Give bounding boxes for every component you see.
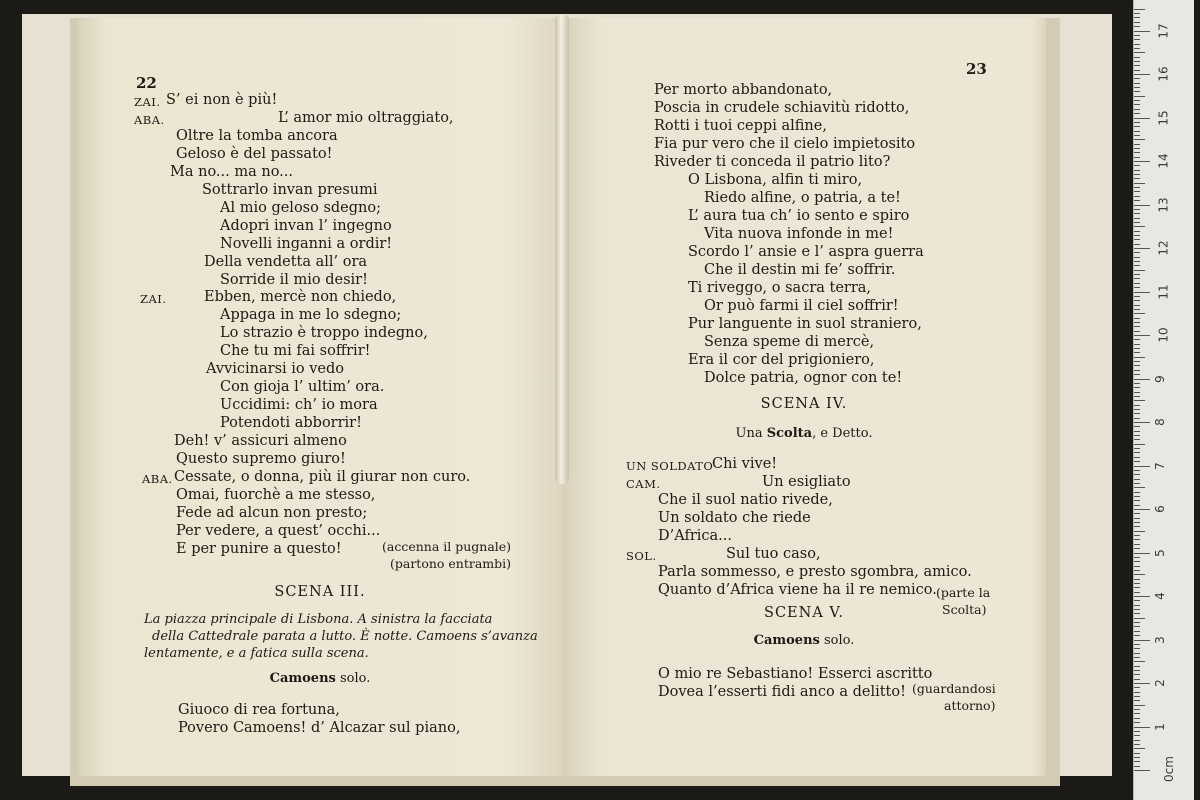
ruler-tick	[1134, 383, 1140, 384]
ruler-tick	[1134, 622, 1140, 623]
ruler-tick	[1134, 592, 1140, 593]
verse-line: Povero Camoens! d’ Alcazar sul piano,	[178, 720, 461, 736]
ruler-tick	[1134, 539, 1140, 540]
verse-line: Potendoti abborrir!	[220, 415, 362, 431]
ruler-tick	[1134, 91, 1140, 92]
verse-line: Quanto d’Africa viene ha il re nemico.	[658, 582, 937, 598]
ruler-tick	[1134, 526, 1140, 527]
character-suffix: solo.	[340, 671, 371, 686]
ruler-tick	[1134, 239, 1140, 240]
verse-line: Che il suol natio rivede,	[658, 492, 833, 508]
ruler-tick	[1134, 335, 1150, 336]
character-name: Camoens	[269, 671, 336, 686]
verse-line: Che il destin mi fe’ soffrir.	[704, 262, 896, 278]
ruler-tick	[1134, 635, 1140, 636]
ruler-tick	[1134, 96, 1145, 97]
ruler-tick	[1134, 35, 1140, 36]
ruler-tick	[1134, 770, 1150, 771]
verse-line: Ti riveggo, o sacra terra,	[688, 280, 872, 296]
ruler-tick	[1134, 600, 1140, 601]
ruler-tick	[1134, 579, 1140, 580]
ruler-tick	[1134, 87, 1140, 88]
ruler-tick	[1134, 78, 1140, 79]
ruler-tick	[1134, 400, 1145, 401]
ruler-tick	[1134, 244, 1140, 245]
ruler-tick	[1134, 766, 1140, 767]
ruler-tick	[1134, 131, 1140, 132]
ruler-tick	[1134, 653, 1140, 654]
verse-line: Sorride il mio desir!	[220, 272, 368, 288]
ruler-tick	[1134, 748, 1145, 749]
ruler-number: 1	[1152, 722, 1167, 731]
ruler-tick	[1134, 518, 1140, 519]
ruler-tick	[1134, 466, 1150, 467]
ruler-tick	[1134, 287, 1140, 288]
verse-line: Or può farmi il ciel soffrir!	[704, 298, 899, 314]
ruler-tick	[1134, 744, 1140, 745]
verse-line: E per punire a questo!	[176, 541, 342, 557]
ruler-tick	[1134, 265, 1140, 266]
ruler-tick	[1134, 757, 1140, 758]
ruler-tick	[1134, 496, 1140, 497]
ruler-tick	[1134, 278, 1140, 279]
ruler-tick	[1134, 509, 1150, 510]
ruler-tick	[1134, 696, 1140, 697]
character-name: Camoens	[753, 633, 820, 648]
ruler-tick	[1134, 209, 1140, 210]
ruler-tick	[1134, 157, 1140, 158]
ruler-tick	[1134, 139, 1145, 140]
ruler-number: 10	[1156, 327, 1171, 343]
ruler-tick	[1134, 48, 1140, 49]
ruler-tick	[1134, 148, 1140, 149]
verse-line: Rotti i tuoi ceppi alfine,	[654, 118, 827, 134]
speaker-label: ABA.	[142, 472, 173, 486]
ruler-tick	[1134, 722, 1140, 723]
ruler-tick	[1134, 361, 1140, 362]
ruler-tick	[1134, 218, 1140, 219]
ruler-tick	[1134, 70, 1140, 71]
verse-line: Questo supremo giuro!	[176, 451, 346, 467]
measurement-ruler	[1133, 0, 1194, 800]
ruler-number: 17	[1156, 22, 1171, 39]
ruler-tick	[1134, 170, 1140, 171]
book-spine-gutter	[555, 14, 569, 484]
verse-line: O mio re Sebastiano! Esserci ascritto	[658, 666, 933, 682]
verse-line: Riveder ti conceda il patrio lito?	[654, 154, 891, 170]
ruler-tick	[1134, 570, 1140, 571]
ruler-tick	[1134, 452, 1140, 453]
ruler-tick	[1134, 574, 1145, 575]
ruler-tick	[1134, 487, 1145, 488]
ruler-tick	[1134, 144, 1140, 145]
ruler-tick	[1134, 126, 1140, 127]
verse-line: O Lisbona, alfin ti miro,	[688, 172, 863, 188]
ruler-tick	[1134, 605, 1140, 606]
ruler-tick	[1134, 9, 1145, 10]
scene-description-line: lentamente, e a fatica sulla scena.	[144, 646, 369, 661]
ruler-number: 11	[1156, 283, 1171, 300]
ruler-tick	[1134, 200, 1140, 201]
ruler-tick	[1134, 479, 1140, 480]
ruler-number: 12	[1156, 240, 1171, 256]
ruler-tick	[1134, 409, 1140, 410]
ruler-tick	[1134, 583, 1140, 584]
verse-line: Dolce patria, ognor con te!	[704, 370, 903, 386]
ruler-tick	[1134, 618, 1145, 619]
ruler-number: 8	[1152, 418, 1167, 426]
speaker-label: ZAI.	[140, 292, 167, 306]
ruler-tick	[1134, 191, 1140, 192]
verse-line: Scordo l’ ansie e l’ aspra guerra	[688, 244, 924, 260]
ruler-tick	[1134, 687, 1140, 688]
verse-line: Vita nuova infonde in me!	[704, 226, 894, 242]
right-page-number: 23	[966, 60, 987, 78]
ruler-tick	[1134, 44, 1140, 45]
ruler-tick	[1134, 513, 1140, 514]
ruler-tick	[1134, 113, 1140, 114]
ruler-tick	[1134, 52, 1145, 53]
ruler-tick	[1134, 183, 1145, 184]
ruler-tick	[1134, 235, 1140, 236]
ruler-tick	[1134, 57, 1140, 58]
verse-line: Deh! v’ assicuri almeno	[174, 433, 347, 449]
ruler-tick	[1134, 679, 1140, 680]
ruler-tick	[1134, 435, 1140, 436]
character-name: Scolta	[766, 426, 813, 441]
ruler-tick	[1134, 535, 1140, 536]
verse-line: Un soldato che riede	[658, 510, 811, 526]
verse-line: Uccidimi: ch’ io mora	[220, 397, 378, 413]
verse-line: Della vendetta all’ ora	[204, 254, 368, 270]
ruler-tick	[1134, 713, 1140, 714]
ruler-tick	[1134, 674, 1140, 675]
ruler-tick	[1134, 483, 1140, 484]
ruler-tick	[1134, 644, 1140, 645]
verse-line: Cessate, o donna, più il giurar non curo.	[174, 469, 471, 485]
stage-direction: Scolta)	[942, 602, 987, 617]
ruler-tick	[1134, 357, 1145, 358]
scene-character-line	[562, 425, 1046, 442]
ruler-tick	[1134, 753, 1140, 754]
ruler-tick	[1134, 61, 1140, 62]
stage-direction: (guardandosi	[912, 681, 996, 696]
ruler-tick	[1134, 648, 1140, 649]
ruler-tick	[1134, 344, 1140, 345]
verse-line: L’ amor mio oltraggiato,	[278, 110, 454, 126]
scene-sub-suffix: , e Detto.	[812, 426, 873, 441]
ruler-tick	[1134, 566, 1140, 567]
scene-heading: SCENA V.	[764, 605, 844, 621]
verse-line: Un esigliato	[762, 474, 851, 490]
ruler-tick	[1134, 387, 1140, 388]
ruler-tick	[1134, 248, 1150, 249]
ruler-tick	[1134, 426, 1140, 427]
ruler-tick	[1134, 39, 1140, 40]
ruler-number: 13	[1156, 196, 1171, 213]
ruler-tick	[1134, 666, 1140, 667]
ruler-tick	[1134, 331, 1140, 332]
verse-line: Per morto abbandonato,	[654, 82, 833, 98]
scene-heading: SCENA IV.	[760, 396, 848, 412]
speaker-label: ZAI.	[134, 95, 161, 109]
right-page	[562, 18, 1046, 776]
left-page-number: 22	[136, 74, 157, 92]
ruler-tick	[1134, 705, 1145, 706]
ruler-tick	[1134, 505, 1140, 506]
ruler-tick	[1134, 274, 1140, 275]
verse-line: Lo strazio è troppo indegno,	[220, 325, 428, 341]
ruler-number: 2	[1152, 679, 1167, 687]
verse-line: Ebben, mercè non chiedo,	[204, 289, 397, 305]
ruler-tick	[1134, 596, 1150, 597]
ruler-tick	[1134, 165, 1140, 166]
ruler-tick	[1134, 692, 1140, 693]
ruler-tick	[1134, 740, 1140, 741]
ruler-tick	[1134, 22, 1140, 23]
ruler-tick	[1134, 544, 1140, 545]
ruler-tick	[1134, 213, 1140, 214]
verse-line: Pur languente in suol straniero,	[688, 316, 922, 332]
ruler-tick	[1134, 270, 1145, 271]
ruler-tick	[1134, 561, 1140, 562]
ruler-tick	[1134, 609, 1140, 610]
ruler-tick	[1134, 700, 1140, 701]
verse-line: Poscia in crudele schiavitù ridotto,	[654, 100, 910, 116]
ruler-tick	[1134, 296, 1140, 297]
scene-heading: SCENA III.	[274, 584, 366, 600]
speaker-label: ABA.	[134, 113, 165, 127]
ruler-tick	[1134, 613, 1140, 614]
ruler-tick	[1134, 553, 1150, 554]
ruler-tick	[1134, 309, 1140, 310]
verse-line: Dovea l’esserti fidi anco a delitto!	[658, 684, 906, 700]
verse-line: S’ ei non è più!	[166, 92, 278, 108]
ruler-tick	[1134, 352, 1140, 353]
ruler-tick	[1134, 392, 1140, 393]
verse-line: Per vedere, a quest’ occhi...	[176, 523, 381, 539]
ruler-tick	[1134, 365, 1140, 366]
ruler-tick	[1134, 683, 1150, 684]
ruler-number: 16	[1156, 66, 1171, 82]
scene-character-line	[78, 670, 562, 687]
ruler-number: 9	[1152, 374, 1167, 383]
ruler-number: 3	[1152, 635, 1167, 644]
ruler-unit-label: 0cm	[1161, 756, 1176, 782]
ruler-tick	[1134, 448, 1140, 449]
verse-line: Fia pur vero che il cielo impietosito	[654, 136, 916, 152]
verse-line: Geloso è del passato!	[176, 146, 333, 162]
ruler-tick	[1134, 152, 1140, 153]
ruler-tick	[1134, 405, 1140, 406]
ruler-tick	[1134, 396, 1140, 397]
ruler-tick	[1134, 257, 1140, 258]
ruler-tick	[1134, 326, 1140, 327]
ruler-tick	[1134, 292, 1150, 293]
verse-line: Sul tuo caso,	[726, 546, 821, 562]
verse-line: Giuoco di rea fortuna,	[178, 702, 340, 718]
ruler-tick	[1134, 174, 1140, 175]
ruler-tick	[1134, 13, 1140, 14]
ruler-tick	[1134, 587, 1140, 588]
stage-direction: (parte la	[936, 585, 991, 600]
stage-direction: attorno)	[944, 698, 996, 713]
speaker-label: SOL.	[626, 549, 657, 563]
ruler-tick	[1134, 379, 1150, 380]
ruler-tick	[1134, 322, 1140, 323]
left-page	[78, 18, 562, 776]
ruler-tick	[1134, 348, 1140, 349]
speaker-label: UN SOLDATO	[626, 459, 714, 473]
ruler-tick	[1134, 727, 1150, 728]
ruler-tick	[1134, 318, 1140, 319]
verse-line: Parla sommesso, e presto sgombra, amico.	[658, 564, 972, 580]
ruler-tick	[1134, 444, 1145, 445]
ruler-tick	[1134, 118, 1150, 119]
verse-line: Fede ad alcun non presto;	[176, 505, 368, 521]
ruler-number: 6	[1152, 505, 1167, 513]
ruler-tick	[1134, 205, 1150, 206]
ruler-tick	[1134, 222, 1140, 223]
ruler-tick	[1134, 457, 1140, 458]
ruler-tick	[1134, 761, 1140, 762]
ruler-number: 5	[1152, 548, 1167, 557]
ruler-tick	[1134, 474, 1140, 475]
ruler-tick	[1134, 640, 1150, 641]
stage-direction: (partono entrambi)	[390, 556, 512, 571]
ruler-tick	[1134, 492, 1140, 493]
verse-line: Sottrarlo invan presumi	[202, 182, 378, 198]
ruler-tick	[1134, 135, 1140, 136]
verse-line: Che tu mi fai soffrir!	[220, 343, 371, 359]
ruler-tick	[1134, 178, 1140, 179]
ruler-number: 7	[1152, 461, 1167, 470]
verse-line: Ma no... ma no...	[170, 164, 293, 180]
stage-direction: (accenna il pugnale)	[382, 539, 512, 554]
scene-sub-prefix: Una	[735, 426, 763, 441]
ruler-tick	[1134, 313, 1145, 314]
verse-line: Con gioja l’ ultim’ ora.	[220, 379, 385, 395]
ruler-tick	[1134, 17, 1140, 18]
ruler-tick	[1134, 626, 1140, 627]
verse-line: L’ aura tua ch’ io sento e spiro	[688, 208, 910, 224]
ruler-tick	[1134, 374, 1140, 375]
verse-line: Novelli inganni a ordir!	[220, 236, 393, 252]
ruler-tick	[1134, 657, 1140, 658]
ruler-tick	[1134, 661, 1145, 662]
ruler-tick	[1134, 196, 1140, 197]
ruler-tick	[1134, 370, 1140, 371]
ruler-tick	[1134, 109, 1140, 110]
ruler-tick	[1134, 718, 1140, 719]
ruler-tick	[1134, 431, 1140, 432]
ruler-tick	[1134, 500, 1140, 501]
verse-line: Riedo alfine, o patria, a te!	[704, 190, 901, 206]
ruler-tick	[1134, 300, 1140, 301]
ruler-tick	[1134, 187, 1140, 188]
ruler-number: 4	[1152, 592, 1167, 600]
verse-line: Chi vive!	[712, 456, 778, 472]
ruler-tick	[1134, 461, 1140, 462]
speaker-label: CAM.	[626, 477, 661, 491]
verse-line: Appaga in me lo sdegno;	[220, 307, 402, 323]
character-suffix: solo.	[824, 633, 855, 648]
verse-line: Era il cor del prigioniero,	[688, 352, 875, 368]
ruler-tick	[1134, 422, 1150, 423]
ruler-tick	[1134, 31, 1150, 32]
ruler-tick	[1134, 226, 1145, 227]
ruler-tick	[1134, 305, 1140, 306]
scene-character-line	[562, 632, 1046, 649]
ruler-tick	[1134, 735, 1140, 736]
ruler-tick	[1134, 74, 1150, 75]
verse-line: Al mio geloso sdegno;	[220, 200, 381, 216]
ruler-tick	[1134, 731, 1140, 732]
ruler-tick	[1134, 522, 1140, 523]
ruler-tick	[1134, 631, 1140, 632]
ruler-tick	[1134, 709, 1140, 710]
verse-line: D’Africa...	[658, 528, 732, 544]
ruler-tick	[1134, 161, 1150, 162]
ruler-tick	[1134, 531, 1145, 532]
ruler-tick	[1134, 231, 1140, 232]
scene-description-line: della Cattedrale parata a lutto. È notte. Camoens s’avanza	[152, 629, 538, 644]
ruler-tick	[1134, 339, 1140, 340]
ruler-tick	[1134, 26, 1140, 27]
ruler-tick	[1134, 283, 1140, 284]
ruler-number: 15	[1156, 109, 1171, 126]
ruler-tick	[1134, 83, 1140, 84]
verse-line: Adopri invan l’ ingegno	[220, 218, 392, 234]
verse-line: Oltre la tomba ancora	[176, 128, 338, 144]
ruler-tick	[1134, 261, 1140, 262]
ruler-tick	[1134, 557, 1140, 558]
verse-line: Senza speme di mercè,	[704, 334, 875, 350]
verse-line: Avvicinarsi io vedo	[206, 361, 345, 377]
ruler-tick	[1134, 100, 1140, 101]
ruler-tick	[1134, 104, 1140, 105]
ruler-tick	[1134, 418, 1140, 419]
verse-line: Omai, fuorchè a me stesso,	[176, 487, 376, 503]
ruler-tick	[1134, 670, 1140, 671]
ruler-tick	[1134, 548, 1140, 549]
ruler-tick	[1134, 439, 1140, 440]
ruler-number: 14	[1156, 153, 1171, 169]
scene-description-line: La piazza principale di Lisbona. A sinistra la facciata	[144, 612, 493, 627]
ruler-tick	[1134, 470, 1140, 471]
ruler-tick	[1134, 65, 1140, 66]
ruler-tick	[1134, 413, 1140, 414]
ruler-tick	[1134, 122, 1140, 123]
ruler-tick	[1134, 252, 1140, 253]
